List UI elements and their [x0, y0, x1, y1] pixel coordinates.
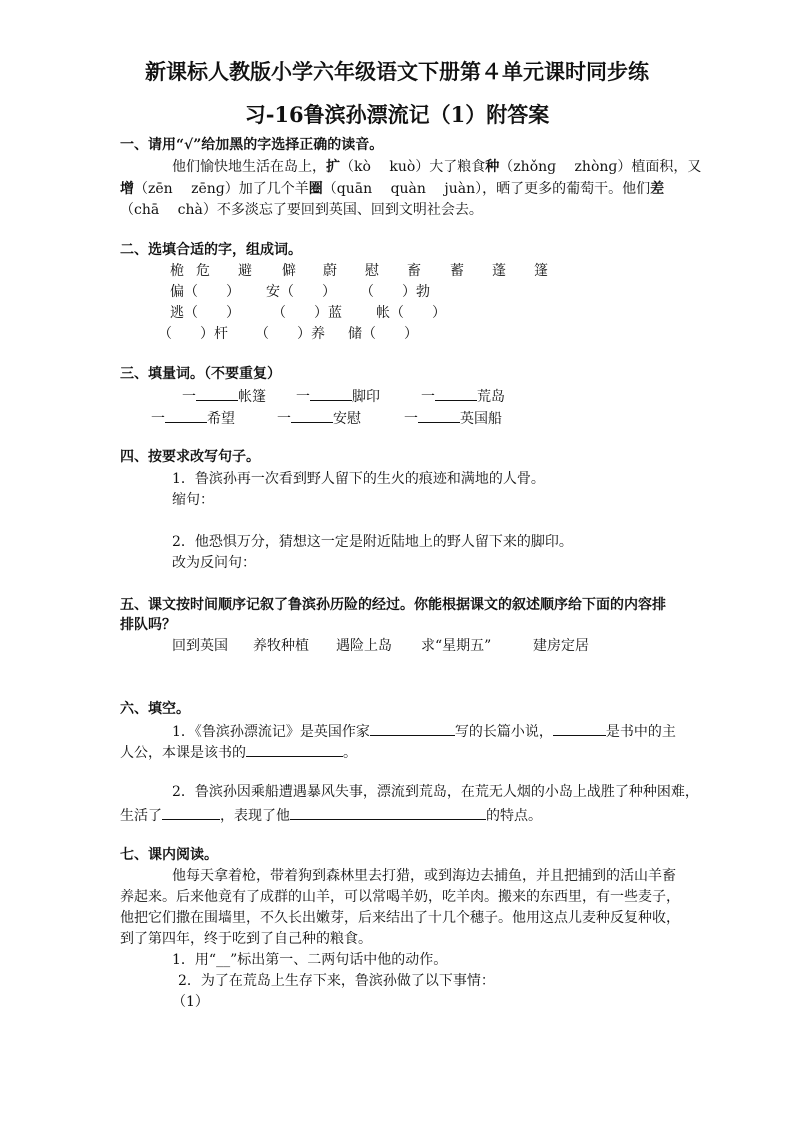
char-2: 避	[238, 263, 252, 279]
word-blank[interactable]: 储（ ）	[348, 326, 418, 342]
fill-blank[interactable]	[291, 408, 333, 423]
word-blank[interactable]: （ ）蓝	[272, 305, 342, 321]
order-item: 建房定居	[533, 638, 589, 654]
fill-blank[interactable]	[165, 408, 207, 423]
measure-word-item: 一 荒岛	[421, 386, 505, 406]
rewrite-question-2: 2．他恐惧万分，猜想这一定是附近陆地上的野人留下来的脚印。	[172, 534, 573, 550]
word-blank[interactable]: 逃（ ）	[170, 305, 240, 321]
char-4: 蔚	[323, 263, 337, 279]
word-blank[interactable]: （ ）勃	[360, 284, 430, 300]
word-blank[interactable]: 安（ ）	[266, 284, 336, 300]
word-blank[interactable]: 帐（ ）	[376, 305, 446, 321]
fill-blank[interactable]	[435, 386, 477, 401]
section4-heading: 四、按要求改写句子。	[120, 449, 260, 465]
char-9: 篷	[534, 263, 548, 279]
word-blank[interactable]: （ ）杆	[158, 326, 228, 342]
fill-blank[interactable]	[290, 805, 486, 820]
measure-word-item: 一 安慰	[277, 408, 361, 428]
section5-heading-line2: 排队吗？	[120, 617, 176, 633]
measure-word-item: 一 脚印	[296, 386, 380, 406]
char-7: 蓄	[450, 263, 464, 279]
char-0: 桅	[170, 263, 184, 279]
section2-heading: 二、选填合适的字，组成词。	[120, 242, 302, 258]
fill-blank[interactable]	[553, 721, 606, 736]
section1-line3: （chā chà）不多淡忘了要回到英国、回到文明社会去。	[120, 202, 483, 218]
order-item: 回到英国	[172, 638, 228, 654]
order-item: 求“星期五”	[421, 638, 492, 654]
char-6: 畜	[407, 263, 421, 279]
section7-heading: 七、课内阅读。	[120, 847, 218, 863]
page-title-line2: 习-16鲁滨孙漂流记（1）附答案	[244, 102, 550, 127]
rewrite-task-2: 改为反问句：	[172, 555, 256, 571]
measure-word-item: 一 希望	[151, 408, 235, 428]
reading-answer-1: （1）	[172, 994, 209, 1010]
page-title-line1: 新课标人教版小学六年级语文下册第４单元课时同步练	[145, 59, 649, 84]
fill-blank[interactable]	[162, 805, 220, 820]
char-5: 慰	[365, 263, 379, 279]
reading-passage-line: 他每天拿着枪，带着狗到森林里去打猎，或到海边去捕鱼，并且把捕到的活山羊畜	[172, 868, 676, 884]
section6-heading: 六、填空。	[120, 701, 190, 717]
section1-line1: 他们愉快地生活在岛上，扩（kò kuò）大了粮食种（zhǒnɡ zhònɡ）植面积，又	[172, 159, 702, 175]
section1-line2: 增（zēn zēnɡ）加了几个羊圈（quān quàn juàn），晒了更多的葡萄干。他们差	[120, 181, 665, 197]
fill-blank[interactable]	[246, 742, 343, 757]
fill-question-1: 1．《鲁滨孙漂流记》是英国作家 写的长篇小说， 是书中的主	[172, 721, 676, 741]
fill-blank[interactable]	[370, 721, 455, 736]
measure-word-item: 一 英国船	[404, 408, 502, 428]
order-item: 遇险上岛	[336, 638, 392, 654]
char-8: 蓬	[492, 263, 506, 279]
fill-blank[interactable]	[418, 408, 460, 423]
section5-heading-line1: 五、课文按时间顺序记叙了鲁滨孙历险的经过。你能根据课文的叙述顺序给下面的内容排	[120, 597, 666, 613]
fill-blank[interactable]	[196, 386, 238, 401]
fill-question-1-cont: 人公，本课是该书的 。	[120, 742, 357, 762]
word-blank[interactable]: 偏（ ）	[170, 284, 240, 300]
fill-question-2-cont: 生活了 ，表现了他 的特点。	[120, 805, 542, 825]
char-1: 危	[196, 263, 210, 279]
measure-word-item: 一 帐篷	[182, 386, 266, 406]
order-item: 养牧种植	[253, 638, 309, 654]
fill-question-2: 2．鲁滨孙因乘船遭遇暴风失事，漂流到荒岛，在荒无人烟的小岛上战胜了种种困难，	[172, 784, 699, 800]
char-3: 僻	[282, 263, 296, 279]
reading-passage-line: 到了第四年，终于吃到了自己种的粮食。	[120, 931, 372, 947]
section1-heading: 一、请用“√”给加黑的字选择正确的读音。	[120, 137, 384, 153]
reading-question-2: 2．为了在荒岛上生存下来，鲁滨孙做了以下事情：	[178, 973, 495, 989]
rewrite-question-1: 1．鲁滨孙再一次看到野人留下的生火的痕迹和满地的人骨。	[172, 471, 545, 487]
section3-heading: 三、填量词。（不要重复）	[120, 366, 281, 382]
word-blank[interactable]: （ ）养	[255, 326, 325, 342]
rewrite-task-1: 缩句：	[172, 492, 214, 508]
reading-question-1: 1．用“__”标出第一、二两句话中他的动作。	[172, 952, 448, 968]
fill-blank[interactable]	[310, 386, 352, 401]
reading-passage-line: 养起来。后来他竟有了成群的山羊，可以常喝羊奶，吃羊肉。搬来的东西里，有一些麦子，	[120, 889, 680, 905]
reading-passage-line: 他把它们撒在围墙里，不久长出嫩芽，后来结出了十几个穗子。他用这点儿麦种反复种收，	[120, 910, 680, 926]
